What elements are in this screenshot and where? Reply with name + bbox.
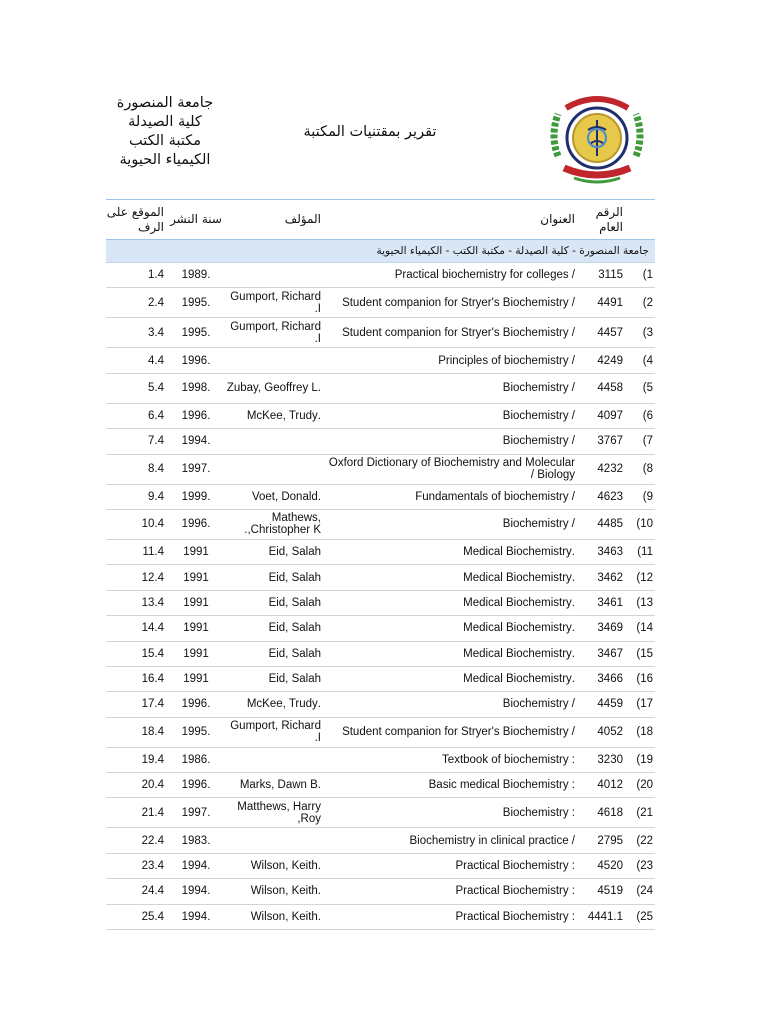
header-author: المؤلف bbox=[222, 200, 325, 240]
cell-shelf-location: 10.4 bbox=[106, 509, 170, 539]
cell-general-number: 3461 bbox=[579, 590, 627, 615]
cell-year: .1997 bbox=[170, 454, 222, 484]
cell-general-number: 3463 bbox=[579, 539, 627, 564]
cell-serial: (7 bbox=[627, 429, 655, 454]
cell-author: .Wilson, Keith bbox=[222, 853, 325, 878]
cell-title: .Medical Biochemistry bbox=[325, 616, 579, 641]
university-name: جامعة المنصورة bbox=[116, 95, 214, 111]
cell-author: .Voet, Donald bbox=[222, 484, 325, 509]
cell-year: .1994 bbox=[170, 429, 222, 454]
cell-author: .Wilson, Keith bbox=[222, 904, 325, 929]
university-logo bbox=[544, 86, 650, 192]
cell-shelf-location: 24.4 bbox=[106, 879, 170, 904]
cell-shelf-location: 15.4 bbox=[106, 641, 170, 666]
cell-year: .1997 bbox=[170, 798, 222, 828]
cell-shelf-location: 22.4 bbox=[106, 828, 170, 853]
cell-year: 1991 bbox=[170, 616, 222, 641]
table-row bbox=[106, 565, 655, 590]
cell-year: .1983 bbox=[170, 828, 222, 853]
cell-year: .1996 bbox=[170, 403, 222, 428]
cell-title: : Textbook of biochemistry bbox=[325, 747, 579, 772]
cell-serial: (4 bbox=[627, 348, 655, 373]
cell-shelf-location: 25.4 bbox=[106, 904, 170, 929]
cell-shelf-location: 6.4 bbox=[106, 403, 170, 428]
cell-general-number: 4012 bbox=[579, 773, 627, 798]
cell-author: Gumport, Richard .I bbox=[222, 288, 325, 318]
table-row bbox=[106, 616, 655, 641]
table-row bbox=[106, 454, 655, 484]
cell-general-number: 4519 bbox=[579, 879, 627, 904]
cell-year: .1999 bbox=[170, 484, 222, 509]
holdings-table-container bbox=[106, 199, 655, 930]
cell-general-number: 4623 bbox=[579, 484, 627, 509]
cell-general-number: 3115 bbox=[579, 263, 627, 288]
cell-title: / Student companion for Stryer's Biochemistry bbox=[325, 717, 579, 747]
table-row bbox=[106, 348, 655, 373]
header-shelf-location: الموقع على الرف bbox=[106, 200, 170, 240]
cell-shelf-location: 11.4 bbox=[106, 539, 170, 564]
cell-shelf-location: 1.4 bbox=[106, 263, 170, 288]
cell-serial: (21 bbox=[627, 798, 655, 828]
cell-shelf-location: 21.4 bbox=[106, 798, 170, 828]
cell-author bbox=[222, 263, 325, 288]
cell-general-number: 4458 bbox=[579, 373, 627, 403]
cell-title: / Biochemistry bbox=[325, 509, 579, 539]
cell-shelf-location: 8.4 bbox=[106, 454, 170, 484]
cell-title: .Medical Biochemistry bbox=[325, 641, 579, 666]
cell-shelf-location: 7.4 bbox=[106, 429, 170, 454]
cell-serial: (18 bbox=[627, 717, 655, 747]
cell-author bbox=[222, 747, 325, 772]
table-row bbox=[106, 798, 655, 828]
cell-serial: (13 bbox=[627, 590, 655, 615]
table-row bbox=[106, 666, 655, 691]
cell-author: Eid, Salah bbox=[222, 641, 325, 666]
cell-year: .1996 bbox=[170, 348, 222, 373]
cell-year: .1995 bbox=[170, 318, 222, 348]
cell-shelf-location: 19.4 bbox=[106, 747, 170, 772]
cell-general-number: 4441.1 bbox=[579, 904, 627, 929]
cell-title: : Practical Biochemistry bbox=[325, 853, 579, 878]
cell-title: : Biochemistry bbox=[325, 798, 579, 828]
cell-author: .McKee, Trudy bbox=[222, 403, 325, 428]
faculty-name: كلية الصيدلة bbox=[128, 114, 202, 130]
table-row bbox=[106, 853, 655, 878]
table-row bbox=[106, 590, 655, 615]
cell-serial: (16 bbox=[627, 666, 655, 691]
cell-shelf-location: 18.4 bbox=[106, 717, 170, 747]
cell-author: .Wilson, Keith bbox=[222, 879, 325, 904]
table-row bbox=[106, 773, 655, 798]
table-row bbox=[106, 692, 655, 717]
cell-serial: (15 bbox=[627, 641, 655, 666]
table-row bbox=[106, 484, 655, 509]
table-row bbox=[106, 263, 655, 288]
cell-general-number: 4520 bbox=[579, 853, 627, 878]
table-row bbox=[106, 879, 655, 904]
cell-general-number: 4457 bbox=[579, 318, 627, 348]
cell-title: / Student companion for Stryer's Biochemistry bbox=[325, 288, 579, 318]
cell-serial: (19 bbox=[627, 747, 655, 772]
cell-general-number: 3469 bbox=[579, 616, 627, 641]
cell-title: .Medical Biochemistry bbox=[325, 539, 579, 564]
cell-serial: (25 bbox=[627, 904, 655, 929]
table-row bbox=[106, 318, 655, 348]
header-title: العنوان bbox=[325, 200, 579, 240]
cell-year: 1991 bbox=[170, 666, 222, 691]
cell-title: / Practical biochemistry for colleges bbox=[325, 263, 579, 288]
cell-shelf-location: 12.4 bbox=[106, 565, 170, 590]
table-row bbox=[106, 403, 655, 428]
cell-year: .1995 bbox=[170, 288, 222, 318]
table-row bbox=[106, 429, 655, 454]
cell-shelf-location: 9.4 bbox=[106, 484, 170, 509]
cell-general-number: 4052 bbox=[579, 717, 627, 747]
cell-shelf-location: 20.4 bbox=[106, 773, 170, 798]
cell-title: / Biochemistry bbox=[325, 692, 579, 717]
cell-title: .Medical Biochemistry bbox=[325, 666, 579, 691]
cell-author: Matthews, Harry ,Roy bbox=[222, 798, 325, 828]
cell-serial: (9 bbox=[627, 484, 655, 509]
cell-general-number: 4491 bbox=[579, 288, 627, 318]
cell-year: .1998 bbox=[170, 373, 222, 403]
cell-shelf-location: 2.4 bbox=[106, 288, 170, 318]
cell-title: : Practical Biochemistry bbox=[325, 879, 579, 904]
cell-title: : Practical Biochemistry bbox=[325, 904, 579, 929]
cell-serial: (23 bbox=[627, 853, 655, 878]
institution-header bbox=[100, 94, 230, 170]
cell-general-number: 4485 bbox=[579, 509, 627, 539]
cell-author: .Zubay, Geoffrey L bbox=[222, 373, 325, 403]
cell-title: .Medical Biochemistry bbox=[325, 590, 579, 615]
cell-serial: (3 bbox=[627, 318, 655, 348]
cell-year: .1994 bbox=[170, 853, 222, 878]
cell-year: .1996 bbox=[170, 773, 222, 798]
cell-author bbox=[222, 429, 325, 454]
header-general-number: الرقم العام bbox=[579, 200, 627, 240]
cell-general-number: 4249 bbox=[579, 348, 627, 373]
cell-shelf-location: 14.4 bbox=[106, 616, 170, 641]
cell-serial: (1 bbox=[627, 263, 655, 288]
cell-serial: (24 bbox=[627, 879, 655, 904]
cell-serial: (6 bbox=[627, 403, 655, 428]
cell-serial: (10 bbox=[627, 509, 655, 539]
cell-author bbox=[222, 348, 325, 373]
department-name: الكيمياء الحيوية bbox=[119, 152, 211, 168]
cell-general-number: 4232 bbox=[579, 454, 627, 484]
cell-shelf-location: 23.4 bbox=[106, 853, 170, 878]
cell-shelf-location: 17.4 bbox=[106, 692, 170, 717]
header-publication-year: سنة النشر bbox=[170, 200, 222, 240]
group-row bbox=[106, 240, 655, 263]
cell-serial: (8 bbox=[627, 454, 655, 484]
cell-shelf-location: 3.4 bbox=[106, 318, 170, 348]
header-serial bbox=[627, 200, 655, 240]
cell-year: .1995 bbox=[170, 717, 222, 747]
cell-author: .McKee, Trudy bbox=[222, 692, 325, 717]
cell-author: Mathews, .,Christopher K bbox=[222, 509, 325, 539]
cell-year: .1996 bbox=[170, 509, 222, 539]
cell-author: Eid, Salah bbox=[222, 590, 325, 615]
cell-author: Eid, Salah bbox=[222, 666, 325, 691]
cell-title: / Biochemistry bbox=[325, 403, 579, 428]
table-row bbox=[106, 828, 655, 853]
cell-title: / Biochemistry bbox=[325, 429, 579, 454]
cell-title: / Fundamentals of biochemistry bbox=[325, 484, 579, 509]
cell-general-number: 3462 bbox=[579, 565, 627, 590]
cell-title: / Biochemistry in clinical practice bbox=[325, 828, 579, 853]
cell-serial: (2 bbox=[627, 288, 655, 318]
table-row bbox=[106, 288, 655, 318]
cell-author: Gumport, Richard .I bbox=[222, 318, 325, 348]
table-row bbox=[106, 539, 655, 564]
library-name: مكتبة الكتب bbox=[129, 133, 201, 149]
cell-title: / Principles of biochemistry bbox=[325, 348, 579, 373]
cell-year: 1991 bbox=[170, 565, 222, 590]
cell-general-number: 4459 bbox=[579, 692, 627, 717]
cell-serial: (11 bbox=[627, 539, 655, 564]
table-row bbox=[106, 373, 655, 403]
cell-title: Oxford Dictionary of Biochemistry and Molecular / Biology bbox=[325, 454, 579, 484]
cell-year: .1989 bbox=[170, 263, 222, 288]
group-label: جامعة المنصورة - كلية الصيدلة - مكتبة الكتب - الكيمياء الحيوية bbox=[106, 240, 655, 263]
cell-author: Eid, Salah bbox=[222, 539, 325, 564]
cell-general-number: 3466 bbox=[579, 666, 627, 691]
cell-serial: (5 bbox=[627, 373, 655, 403]
cell-shelf-location: 13.4 bbox=[106, 590, 170, 615]
table-row bbox=[106, 641, 655, 666]
cell-author bbox=[222, 454, 325, 484]
cell-shelf-location: 4.4 bbox=[106, 348, 170, 373]
cell-year: 1991 bbox=[170, 641, 222, 666]
cell-title: : Basic medical Biochemistry bbox=[325, 773, 579, 798]
cell-year: 1991 bbox=[170, 539, 222, 564]
cell-general-number: 3467 bbox=[579, 641, 627, 666]
table-header-row bbox=[106, 200, 655, 240]
table-row bbox=[106, 904, 655, 929]
cell-year: .1996 bbox=[170, 692, 222, 717]
table-row bbox=[106, 509, 655, 539]
cell-year: .1986 bbox=[170, 747, 222, 772]
cell-general-number: 3230 bbox=[579, 747, 627, 772]
cell-author: Eid, Salah bbox=[222, 616, 325, 641]
cell-general-number: 3767 bbox=[579, 429, 627, 454]
cell-year: .1994 bbox=[170, 879, 222, 904]
cell-title: .Medical Biochemistry bbox=[325, 565, 579, 590]
table-row bbox=[106, 717, 655, 747]
table-row bbox=[106, 747, 655, 772]
cell-author bbox=[222, 828, 325, 853]
cell-year: .1994 bbox=[170, 904, 222, 929]
cell-general-number: 4618 bbox=[579, 798, 627, 828]
cell-title: / Student companion for Stryer's Biochemistry bbox=[325, 318, 579, 348]
report-title: تقرير بمقتنيات المكتبة bbox=[303, 124, 437, 140]
cell-author: Gumport, Richard .I bbox=[222, 717, 325, 747]
cell-shelf-location: 5.4 bbox=[106, 373, 170, 403]
cell-general-number: 2795 bbox=[579, 828, 627, 853]
cell-serial: (22 bbox=[627, 828, 655, 853]
cell-serial: (14 bbox=[627, 616, 655, 641]
cell-serial: (17 bbox=[627, 692, 655, 717]
cell-title: / Biochemistry bbox=[325, 373, 579, 403]
cell-author: .Marks, Dawn B bbox=[222, 773, 325, 798]
cell-serial: (12 bbox=[627, 565, 655, 590]
cell-author: Eid, Salah bbox=[222, 565, 325, 590]
cell-year: 1991 bbox=[170, 590, 222, 615]
holdings-table bbox=[106, 199, 655, 930]
cell-general-number: 4097 bbox=[579, 403, 627, 428]
cell-shelf-location: 16.4 bbox=[106, 666, 170, 691]
cell-serial: (20 bbox=[627, 773, 655, 798]
